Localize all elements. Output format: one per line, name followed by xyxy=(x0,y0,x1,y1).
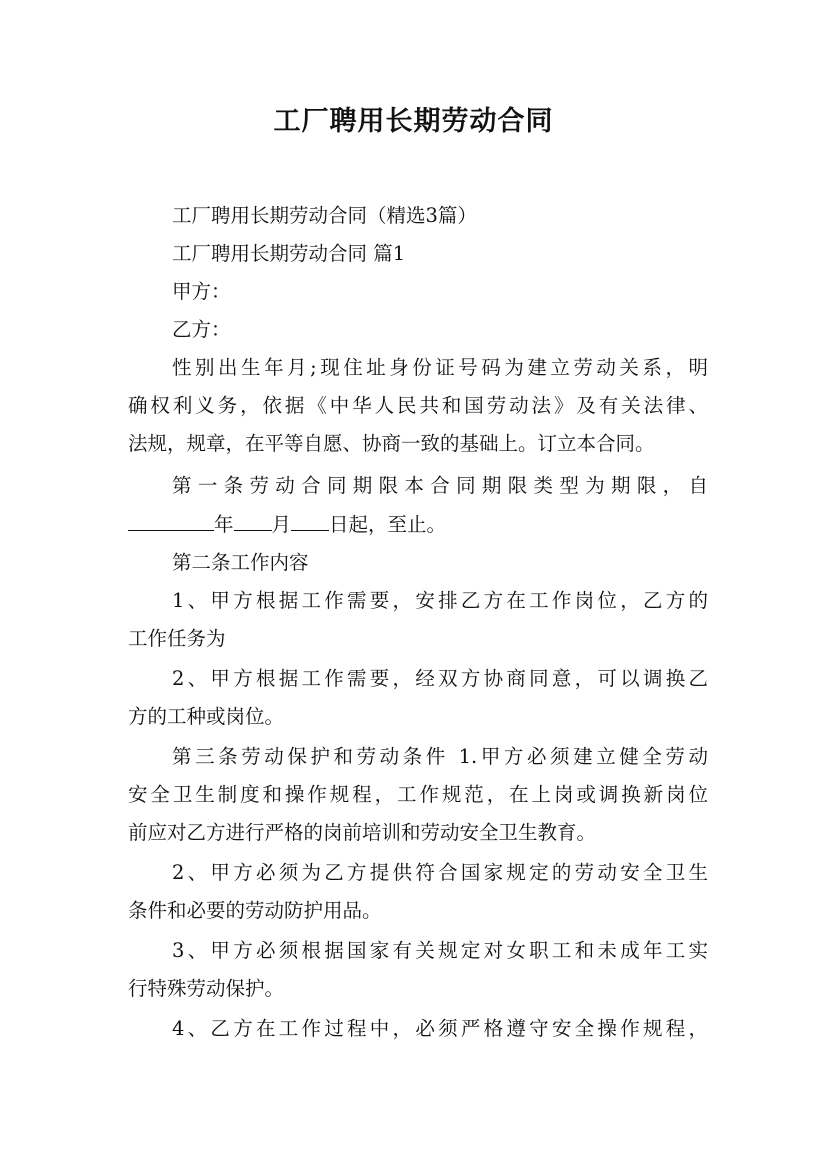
party-a-label: 甲方： xyxy=(172,280,231,303)
clause-line: 1、甲方根据工作需要，安排乙方在工作岗位，乙方的 xyxy=(172,589,708,612)
section-heading: 工厂聘用长期劳动合同 篇1 xyxy=(172,242,406,265)
clause-line: 4、乙方在工作过程中，必须严格遵守安全操作规程， xyxy=(172,1017,708,1040)
clause-line: 安全卫生制度和操作规程，工作规范，在上岗或调换新岗位 xyxy=(128,783,708,806)
year-label: 年 xyxy=(214,513,234,536)
clause-line: 条件和必要的劳动防护用品。 xyxy=(128,899,382,922)
paragraph-line: 性别出生年月;现住址身份证号码为建立劳动关系，明 xyxy=(172,356,708,379)
clause-line: 方的工种或岗位。 xyxy=(128,705,285,728)
blank-day-field xyxy=(291,506,329,531)
article-2-heading: 第二条工作内容 xyxy=(172,551,309,574)
month-label: 月 xyxy=(271,513,292,536)
subtitle-line: 工厂聘用长期劳动合同（精选3篇） xyxy=(172,204,477,227)
paragraph-line: 法规，规章，在平等自愿、协商一致的基础上。订立本合同。 xyxy=(128,432,655,455)
blank-year-field xyxy=(128,506,214,531)
clause-line: 前应对乙方进行严格的岗前培训和劳动安全卫生教育。 xyxy=(128,821,597,844)
clause-line: 工作任务为 xyxy=(128,627,226,650)
paragraph-line: 确权利义务，依据《中华人民共和国劳动法》及有关法律、 xyxy=(128,394,708,417)
article-3-line: 第三条劳动保护和劳动条件 1.甲方必须建立健全劳动 xyxy=(172,745,708,768)
date-fill-line xyxy=(128,505,708,544)
clause-line: 行特殊劳动保护。 xyxy=(128,977,285,1000)
party-b-label: 乙方： xyxy=(172,318,231,341)
clause-line: 3、甲方必须根据国家有关规定对女职工和未成年工实 xyxy=(172,939,708,962)
document-title: 工厂聘用长期劳动合同 xyxy=(273,106,554,137)
clause-line: 2、甲方根据工作需要，经双方协商同意，可以调换乙 xyxy=(172,667,708,690)
blank-month-field xyxy=(234,506,272,531)
clause-line: 2、甲方必须为乙方提供符合国家规定的劳动安全卫生 xyxy=(172,861,708,884)
article-1-line: 第一条劳动合同期限本合同期限类型为期限，自 xyxy=(172,474,708,497)
day-suffix: 日起，至止。 xyxy=(329,513,447,536)
